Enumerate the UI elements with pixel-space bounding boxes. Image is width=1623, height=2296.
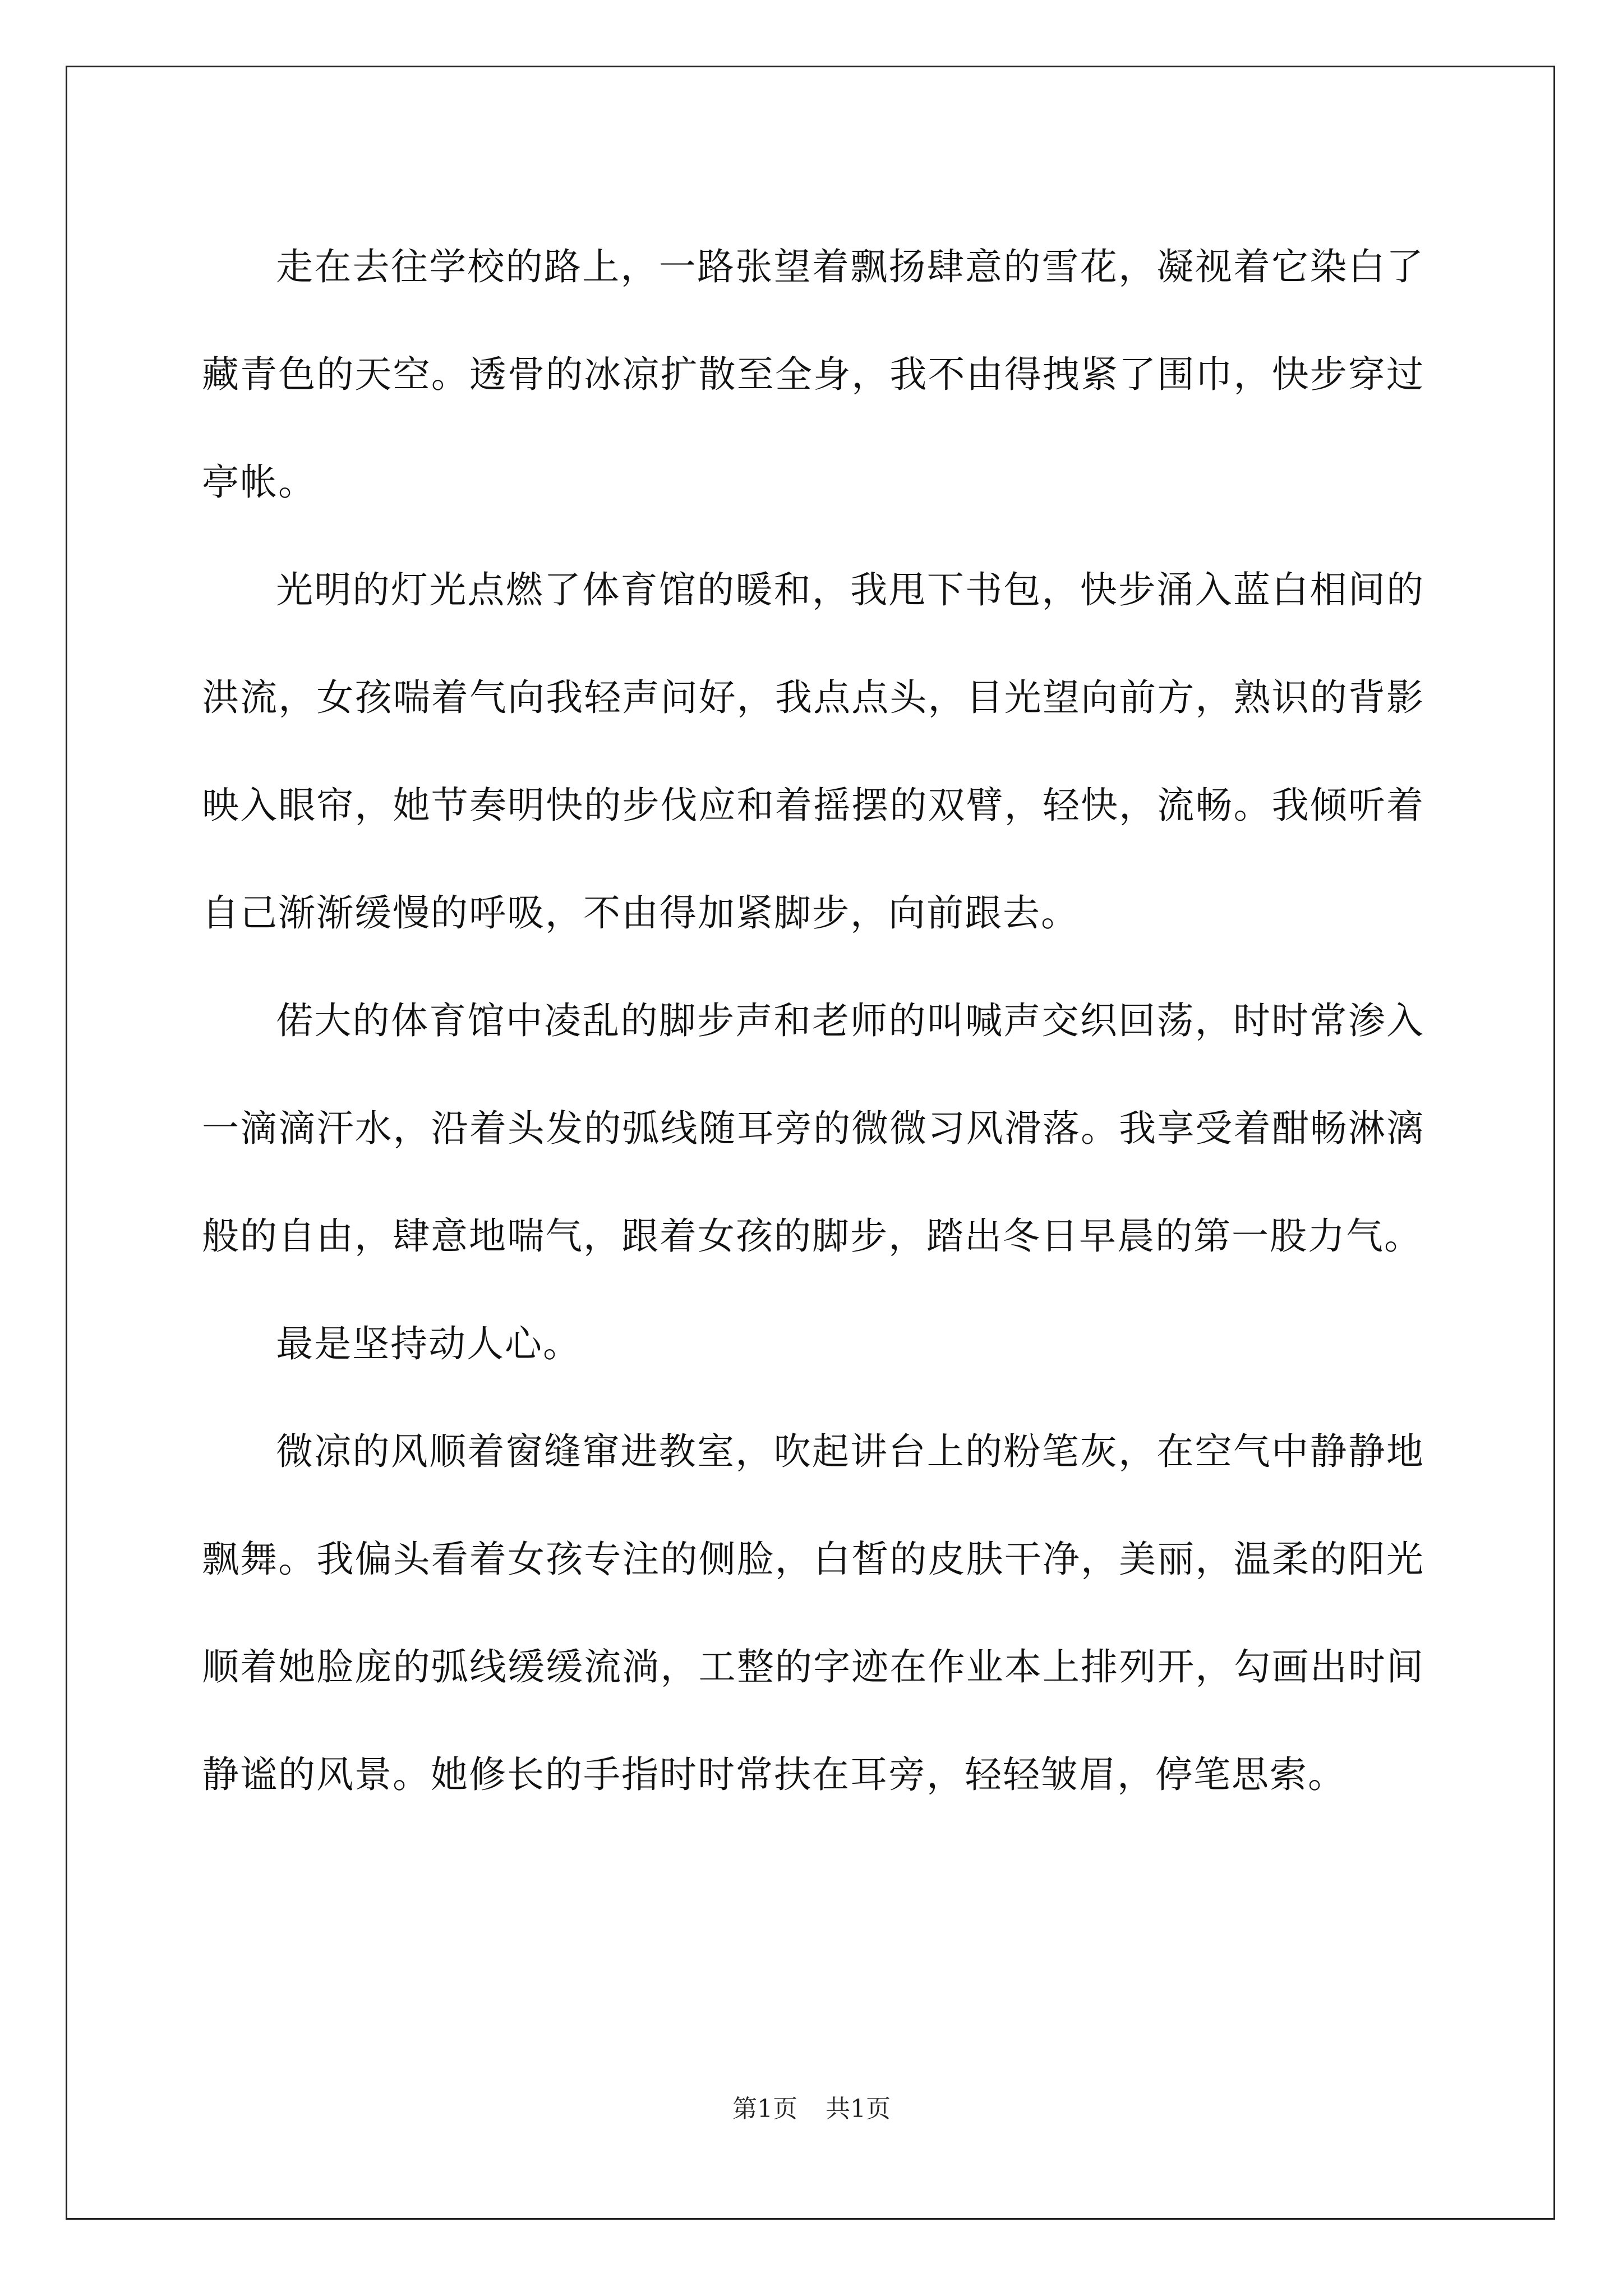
page-footer [0, 2092, 1623, 2126]
paragraph-1: 走在去往学校的路上，一路张望着飘扬肆意的雪花，凝视着它染白了藏青色的天空。透骨的冰凉扩散至全身，我不由得拽紧了围巾，快步穿过亭帐。 [202, 245, 1424, 504]
page-number-current: 第1页 [732, 2095, 797, 2123]
paragraph-3: 偌大的体育馆中凌乱的脚步声和老师的叫喊声交织回荡，时时常渗入一滴滴汗水，沿着头发的弧线随耳旁的微微习风滑落。我享受着酣畅淋漓般的自由，肆意地喘气，跟着女孩的脚步，踏出冬日早晨的第一股力气。 [202, 999, 1424, 1258]
page-number-total: 共1页 [826, 2095, 891, 2123]
paragraph-4: 最是坚持动人心。 [276, 1322, 581, 1365]
document-body [202, 213, 1424, 1829]
paragraph-5: 微凉的风顺着窗缝窜进教室，吹起讲台上的粉笔灰，在空气中静静地飘舞。我偏头看着女孩专注的侧脸，白皙的皮肤干净，美丽，温柔的阳光顺着她脸庞的弧线缓缓流淌，工整的字迹在作业本上排列开，勾画出时间静谧的风景。她修长的手指时时常扶在耳旁，轻轻皱眉，停笔思索。 [202, 1430, 1424, 1796]
paragraph-2: 光明的灯光点燃了体育馆的暖和，我甩下书包，快步涌入蓝白相间的洪流，女孩喘着气向我轻声问好，我点点头，目光望向前方，熟识的背影映入眼帘，她节奏明快的步伐应和着摇摆的双臂，轻快，流畅。我倾听着自己渐渐缓慢的呼吸，不由得加紧脚步，向前跟去。 [202, 568, 1424, 935]
